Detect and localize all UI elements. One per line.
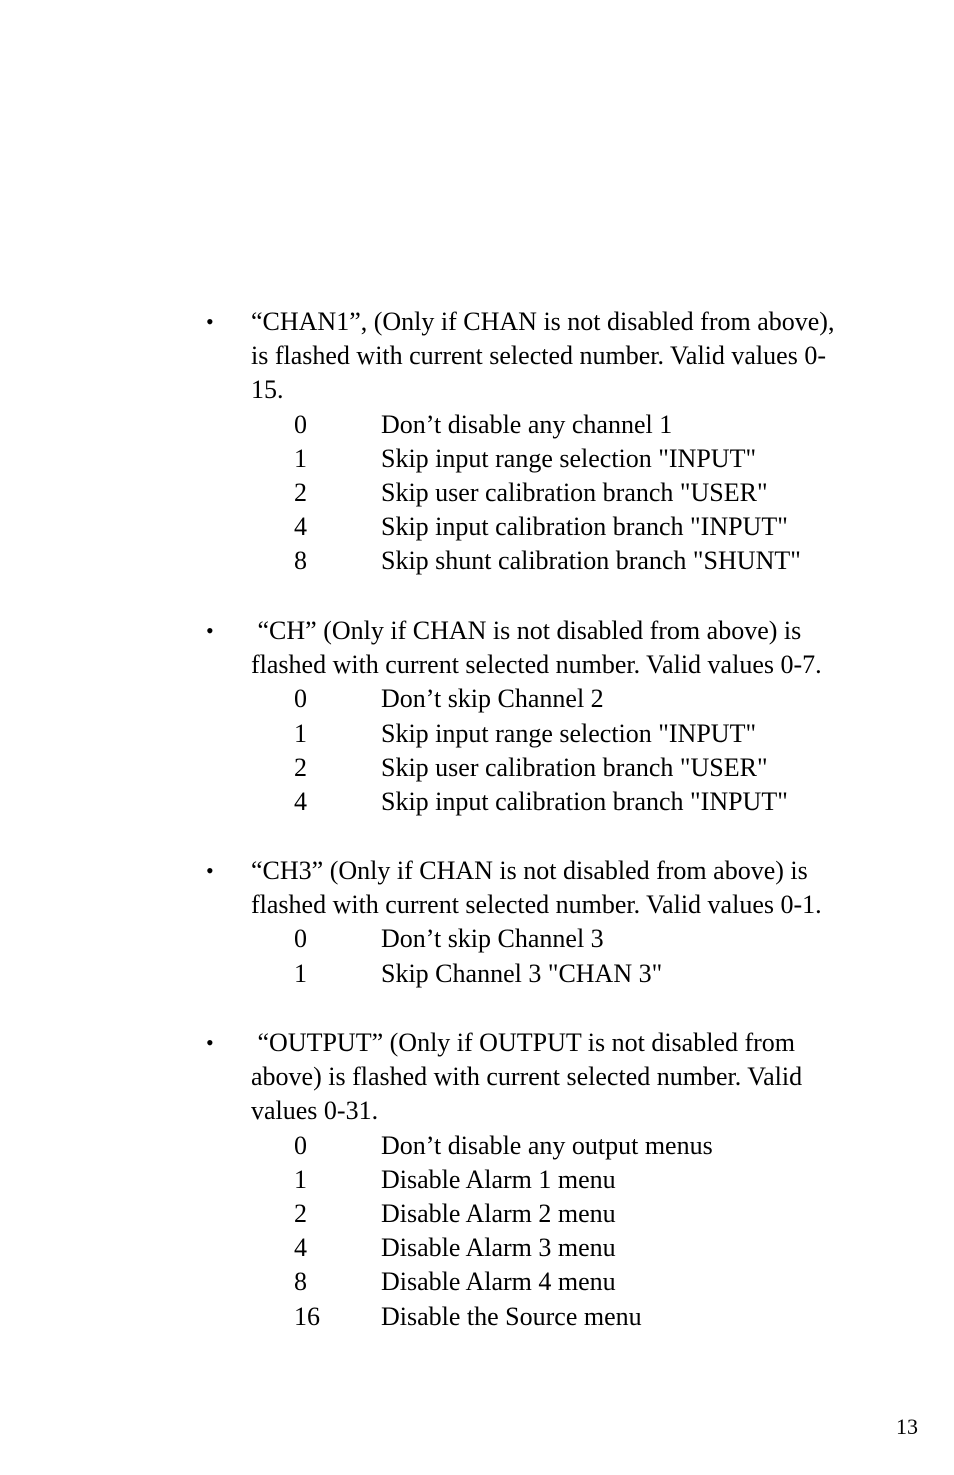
list-item xyxy=(0,751,954,785)
item-description: Skip user calibration branch "USER" xyxy=(381,477,768,507)
paragraph-line: is flashed with current selected number. Valid values 0- xyxy=(251,341,826,371)
item-description: Don’t disable any output menus xyxy=(381,1130,713,1160)
list-item xyxy=(0,1163,954,1197)
paragraph-line: above) is flashed with current selected number. Valid xyxy=(251,1062,803,1092)
page-number: 13 xyxy=(896,1414,918,1439)
paragraph-line: flashed with current selected number. Valid values 0-7. xyxy=(251,650,822,680)
list-item xyxy=(0,785,954,819)
item-value: 0 xyxy=(294,409,307,439)
item-description: Skip Channel 3 "CHAN 3" xyxy=(381,958,663,988)
item-value: 2 xyxy=(294,1198,307,1228)
list-item xyxy=(0,408,954,442)
item-value: 1 xyxy=(294,958,307,988)
item-value: 16 xyxy=(294,1301,320,1331)
list-item xyxy=(0,957,954,991)
list-item xyxy=(0,510,954,544)
item-description: Disable Alarm 4 menu xyxy=(381,1267,616,1297)
list-item xyxy=(0,544,954,578)
list-item xyxy=(0,1265,954,1299)
item-value: 4 xyxy=(294,1233,307,1263)
item-description: Don’t skip Channel 2 xyxy=(381,684,604,714)
item-description: Skip input calibration branch "INPUT" xyxy=(381,512,788,542)
item-value: 2 xyxy=(294,752,307,782)
bullet-icon: • xyxy=(206,618,214,643)
item-value: 0 xyxy=(294,684,307,714)
list-item xyxy=(0,476,954,510)
paragraph-line: “CH3” (Only if CHAN is not disabled from above) is xyxy=(251,856,808,885)
paragraph-line: 15. xyxy=(251,375,284,405)
value-list xyxy=(0,408,954,579)
item-value: 0 xyxy=(294,1130,307,1160)
item-description: Skip input range selection "INPUT" xyxy=(381,718,757,748)
list-item xyxy=(0,717,954,751)
item-value: 4 xyxy=(294,512,307,542)
item-value: 1 xyxy=(294,718,307,748)
bullet-icon: • xyxy=(206,309,214,334)
list-item xyxy=(0,1129,954,1163)
item-value: 0 xyxy=(294,924,307,954)
list-item xyxy=(0,1300,954,1334)
item-description: Disable Alarm 1 menu xyxy=(381,1164,616,1194)
list-item xyxy=(0,442,954,476)
item-value: 8 xyxy=(294,546,307,576)
section-paragraph xyxy=(251,1026,911,1129)
section-paragraph xyxy=(251,305,911,408)
item-description: Skip user calibration branch "USER" xyxy=(381,752,768,782)
item-description: Skip input range selection "INPUT" xyxy=(381,443,757,473)
paragraph-line: flashed with current selected number. Valid values 0-1. xyxy=(251,890,822,920)
section-paragraph xyxy=(251,614,911,682)
item-value: 2 xyxy=(294,477,307,507)
value-list xyxy=(0,922,954,990)
list-item xyxy=(0,1197,954,1231)
item-description: Skip shunt calibration branch "SHUNT" xyxy=(381,546,801,576)
bullet-icon: • xyxy=(206,858,214,883)
item-description: Disable Alarm 3 menu xyxy=(381,1233,616,1263)
item-description: Disable the Source menu xyxy=(381,1301,642,1331)
paragraph-line: values 0-31. xyxy=(251,1096,379,1126)
value-list xyxy=(0,1129,954,1334)
paragraph-line: “OUTPUT” (Only if OUTPUT is not disabled from xyxy=(251,1028,796,1057)
item-value: 1 xyxy=(294,1164,307,1194)
item-description: Skip input calibration branch "INPUT" xyxy=(381,786,788,816)
item-value: 8 xyxy=(294,1267,307,1297)
item-description: Don’t disable any channel 1 xyxy=(381,409,673,439)
list-item xyxy=(0,1231,954,1265)
list-item xyxy=(0,682,954,716)
item-value: 1 xyxy=(294,443,307,473)
bullet-icon: • xyxy=(206,1030,214,1055)
item-description: Disable Alarm 2 menu xyxy=(381,1198,616,1228)
paragraph-line: “CHAN1”, (Only if CHAN is not disabled from above), xyxy=(251,307,835,336)
item-description: Don’t skip Channel 3 xyxy=(381,924,604,954)
list-item xyxy=(0,922,954,956)
item-value: 4 xyxy=(294,786,307,816)
paragraph-line: “CH” (Only if CHAN is not disabled from above) is xyxy=(251,616,802,645)
value-list xyxy=(0,682,954,819)
section-paragraph xyxy=(251,854,911,922)
